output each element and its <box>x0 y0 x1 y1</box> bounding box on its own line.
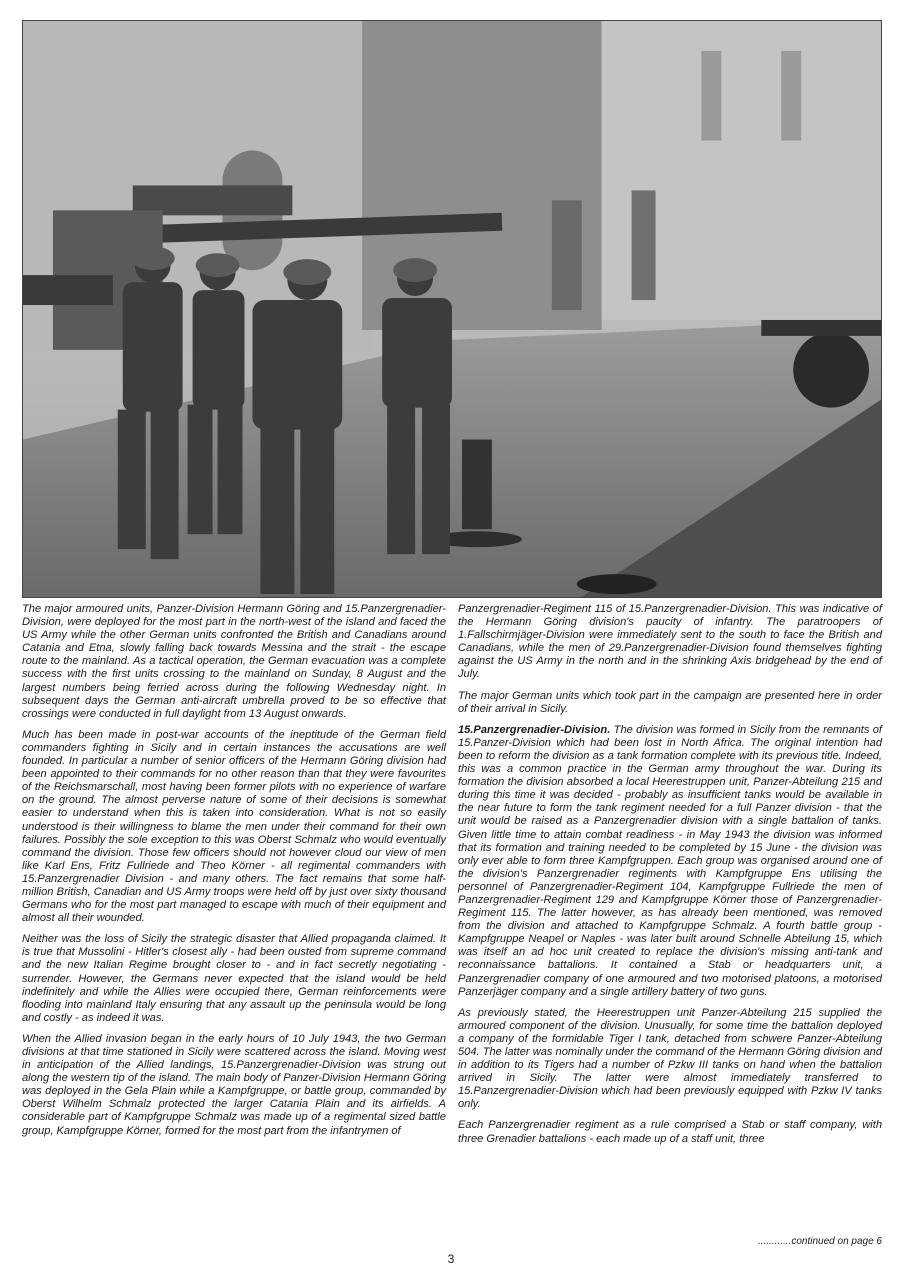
continued-note: ............continued on page 6 <box>758 1236 882 1247</box>
paragraph-with-heading <box>458 724 882 999</box>
paragraph: The major German units which took part in the campaign are presented here in order of their arrival in Sicily. <box>458 689 882 715</box>
page-number: 3 <box>447 1252 455 1266</box>
paragraph: When the Allied invasion began in the early hours of 10 July 1943, the two German divisions at that time stationed in Sicily were scattered across the island. Moving west in anticipation of the Allied landings, 15.Panzergrenadier-Division was strung out along the western tip of the island. The main body of Panzer-Division Hermann Göring was deployed in the Gela Plain while a Kampfgruppe, or battle group, commanded by Oberst Wilhelm Schmalz protected the larger Catania Plain and its airfields. A considerable part of Kampfgruppe Schmalz was made up of a regimental sized battle group, Kampfgruppe Körner, formed for the most part from the infantrymen of <box>22 1032 446 1137</box>
column-left <box>22 603 446 1253</box>
paragraph: As previously stated, the Heerestruppen unit Panzer-Abteilung 215 supplied the armoured component of the division. Unusually, for some time the battalion deployed a company of the formidable Tiger I tank, detached from schwere Panzer-Abteilung 504. The latter was nominally under the command of the Hermann Göring division and in addition to its Tigers had a number of Pzkw III tanks on hand when the battalion arrived in Sicily. The latter were almost immediately transferred to 15.Panzergrenadier-Division which had been previously equipped with Pzkw IV tanks only. <box>458 1006 882 1111</box>
photo-anti-aircraft-gun-crew <box>22 20 882 598</box>
section-body: The division was formed in Sicily from the remnants of 15.Panzer-Division which had been lost in North Africa. The original intention had been to reform the division as a tank formation complete with its previous title. Indeed, this was a common practice in the German army throughout the war. During its formation the division absorbed a local Heerestruppen unit, Panzer-Abteilung 215 and during this time it was decided - probably as insufficient tanks would be available in the near future to form the tank regiment needed for a full Panzer division - that the unit would be raised as a Panzergrenadier division with a single battalion of tanks. Given little time to attain combat readiness - in May 1943 the division was informed that its formation and training needed to be completed by 15 June - the division was only ever able to form three Kampfgruppen. Each group was organised around one of the division's Panzergrenadier regiments with Kampfgruppe Ens utilising the personnel of Panzergrenadier-Regiment 104, Kampfgruppe Fullriede the men of Panzergrenadier-Regiment 129 and Kampfgruppe Körner those of Panzergrenadier-Regiment 115. The latter however, as has already been mentioned, was removed from the division and attached to Kampfgruppe Schmalz. A fourth battle group - Kampfgruppe Neapel or Naples - was later built around Schnelle Abteilung 15, which was itself an ad hoc unit created to replace the division's missing anti-tank and reconnaissance battalions. It contained a Stab or headquarters unit, a Panzergrenadier company of one armoured and two motorised platoons, a motorised Panzerjäger company and a single artillery battery of two guns. <box>458 723 882 998</box>
column-right <box>458 603 882 1253</box>
paragraph: Neither was the loss of Sicily the strategic disaster that Allied propaganda claimed. It is true that Mussolini - Hitler's closest ally - had been ousted from supreme command and the new Italian Regime brought closer to - and in fact secretly negotiating - surrender. However, the Germans never expected that the island would be held indefinitely and while the Allies were occupied there, German reinforcements were flooding into mainland Italy ensuring that any assault up the peninsula would be long and costly - as indeed it was. <box>22 933 446 1024</box>
paragraph: Each Panzergrenadier regiment as a rule comprised a Stab or staff company, with three Grenadier battalions - each made up of a staff unit, three <box>458 1119 882 1145</box>
paragraph: Panzergrenadier-Regiment 115 of 15.Panzergrenadier-Division. This was indicative of the Hermann Göring division's paucity of infantry. The paratroopers of 1.Fallschirmjäger-Division were immediately sent to the south to face the British and Canadians, while the men of 29.Panzergrenadier-Division found themselves fighting against the US Army in the north and in the shrinking Axis bridgehead by the end of July. <box>458 603 882 681</box>
photo-illustration <box>23 21 881 597</box>
paragraph: Much has been made in post-war accounts of the ineptitude of the German field commanders fighting in Sicily and in certain instances the accusations are well founded. In particular a number of senior officers of the Hermann Göring division had been appointed to their commands for no other reason than that they were favourites of the Reichsmarschall, most having been former pilots with no experience of warfare on the ground. The almost perverse nature of some of their decisions is somewhat easier to understand when this is taken into consideration. What is not so easily understood is their willingness to blame the men under their command for their own failures. Possibly the sole exception to this was Oberst Schmalz who would eventually command the division. Those few officers should not however cloud our view of men like Karl Ens, Fritz Fullriede and Theo Körner - all regimental commanders with 15.Panzergrenadier Division - and many others. The fact remains that some half-million British, Canadian and US Army troops were held off by just over sixty thousand Germans who for the most part managed to escape with much of their equipment and almost all their wounded. <box>22 728 446 925</box>
paragraph: The major armoured units, Panzer-Division Hermann Göring and 15.Panzergrenadier-Division, were deployed for the most part in the north-west of the island and faced the US Army while the other German units confronted the British and Canadians around Catania and Etna, slowly falling back towards Messina and the strait - the escape route to the mainland. As a tactical operation, the German evacuation was a complete success with the first units crossing to the mainland on Sunday, 8 August and the largest numbers being ferried across during the following Wednesday night. In subsequent days the German anti-aircraft umbrella proved to be so effective that crossings were conducted in full daylight from 13 August onwards. <box>22 603 446 720</box>
article-body <box>22 603 882 1253</box>
section-heading: 15.Panzergrenadier-Division. <box>458 723 611 736</box>
